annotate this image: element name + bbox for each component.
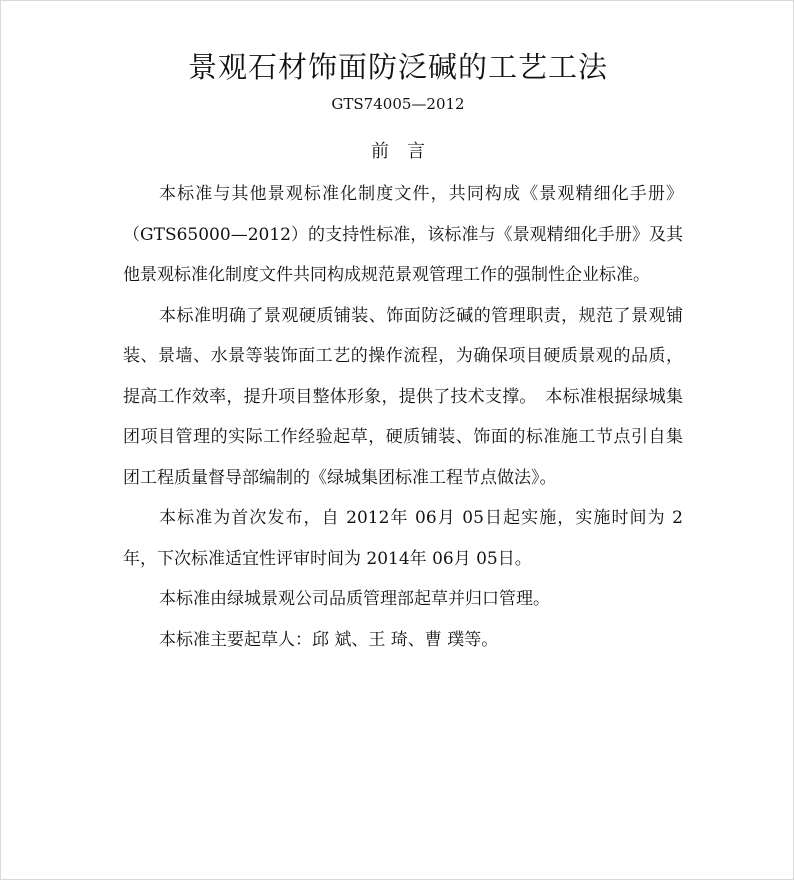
preface-heading: 前言 <box>371 141 443 162</box>
paragraph-3: 本标准为首次发布，自 2012年 06月 05日起实施，实施时间为 2年，下次标准适宜性评审时间为 2014年 06月 05日。 <box>123 508 683 569</box>
document-title: 景观石材饰面防泛碱的工艺工法 <box>187 50 608 84</box>
paragraph-2: 本标准明确了景观硬质铺装、饰面防泛碱的管理职责，规范了景观铺装、景墙、水景等装饰面工艺的操作流程，为确保项目硬质景观的品质，提高工作效率，提升项目整体形象，提供了技术支撑。 本标准根据绿城集团项目管理的实际工作经验起草，硬质铺装、饰面的标准施工节点引自集团工程质量督导部编制的《绿城集团标准工程节点做法》。 <box>123 305 683 488</box>
standard-code: GTS74005—2012 <box>331 95 465 113</box>
document-body <box>123 174 683 660</box>
paragraph-4: 本标准由绿城景观公司品质管理部起草并归口管理。 <box>159 589 550 609</box>
paragraph-5: 本标准主要起草人：邱 斌、王 琦、曹 璞等。 <box>159 629 499 650</box>
paragraph-1: 本标准与其他景观标准化制度文件，共同构成《景观精细化手册》（GTS65000—2012）的支持性标准，该标准与《景观精细化手册》及其他景观标准化制度文件共同构成规范景观管理工作的强制性企业标准。 <box>123 184 683 285</box>
